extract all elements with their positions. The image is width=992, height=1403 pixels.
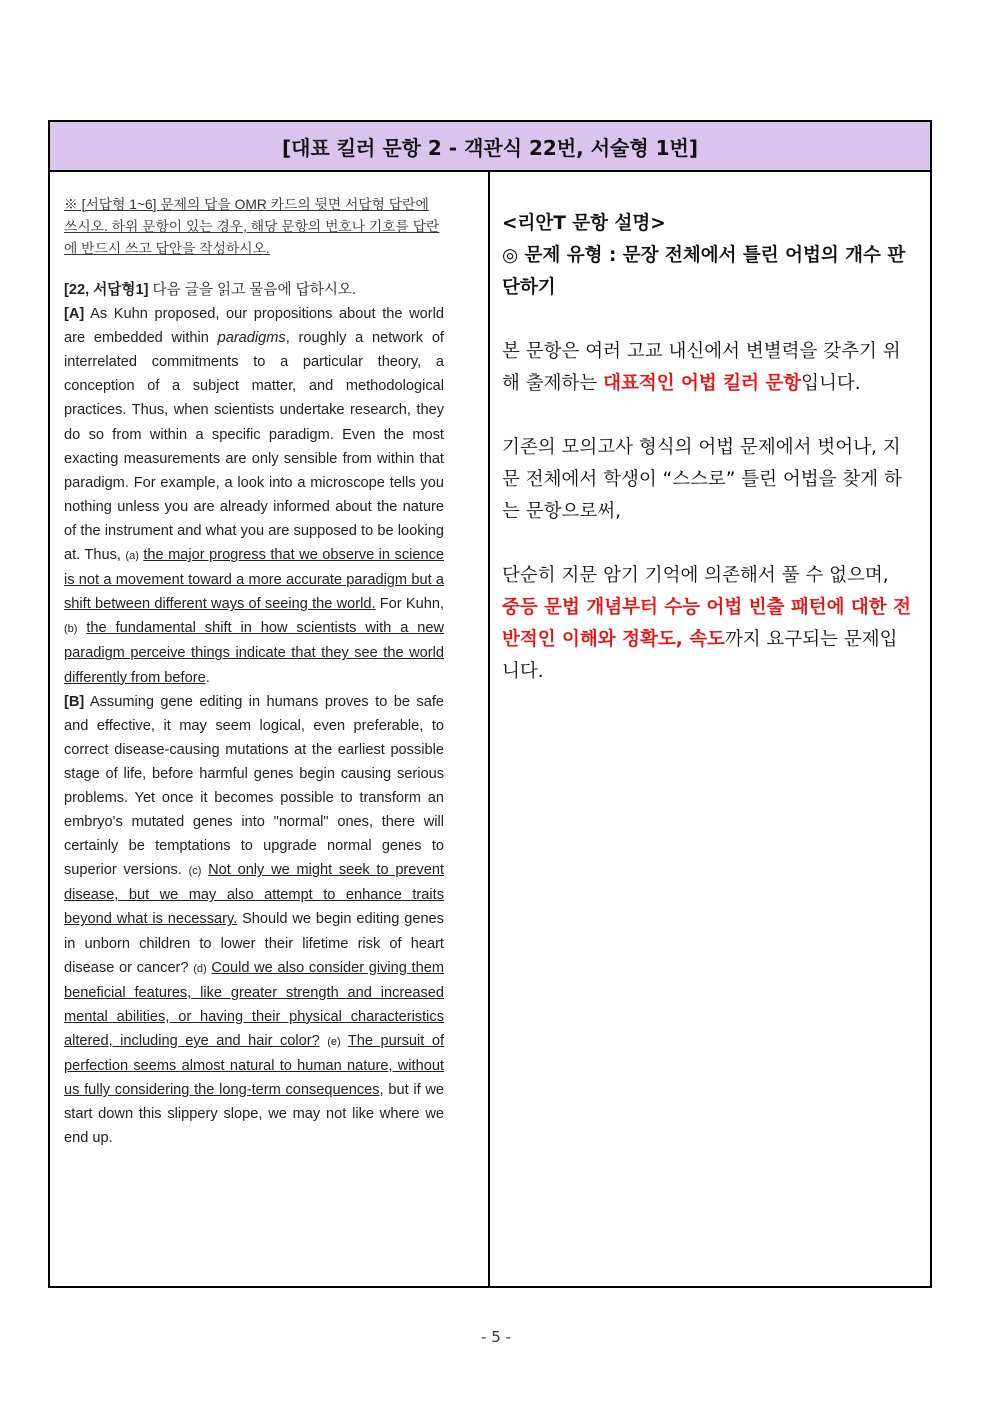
p1-text-1: 본 문항은 여러 고교 내신에서 변별력을 갖추기 위해 출제하는 — [502, 341, 901, 394]
box-title: [대표 킬러 문항 2 - 객관식 22번, 서술형 1번] — [281, 135, 699, 160]
question-box — [48, 120, 932, 1288]
passage-b — [64, 690, 444, 1151]
passage-a-text-3: For Kuhn, — [375, 596, 445, 613]
label-a: (a) — [125, 550, 139, 563]
explanation-paragraph-1 — [502, 336, 912, 400]
passage-a — [64, 302, 444, 690]
label-b: (b) — [64, 623, 78, 636]
explanation-paragraph-3 — [502, 560, 912, 688]
page-number: - 5 - — [481, 1328, 511, 1346]
content-row — [50, 170, 930, 1286]
label-d: (d) — [193, 962, 207, 975]
p1-highlight: 대표적인 어법 킬러 문항 — [603, 373, 802, 394]
label-c: (c) — [188, 865, 202, 878]
answer-notice: ※ [서답형 1~6] 문제의 답을 OMR 카드의 뒷면 서답형 답란에 쓰시오. 하위 문항이 있는 경우, 해당 문항의 번호나 기호를 답란에 반드시 쓰고 답안을 작성하시오. — [64, 197, 440, 256]
passage-b-text-1: Assuming gene editing in humans proves to be safe and effective, it may seem logical, even preferable, to correct disease-causing mutations at the earliest possible stage of life, before harmful genes begin causing serious problems. Yet once it becomes possible to transform an embryo's mutated genes into "normal" ones, there will certainly be temptations to upgrade normal genes to superior versions. — [64, 693, 444, 879]
p3-highlight: 중등 문법 개념부터 수능 어법 빈출 패턴에 대한 전반적인 이해와 정확도, 속도 — [502, 597, 911, 650]
question-label: [22, 서답형1] — [64, 282, 149, 298]
label-e: (e) — [327, 1035, 341, 1048]
underline-c: Not only we might seek to prevent disease, but we may also attempt to enhance traits beyond what is necessary. — [64, 862, 444, 928]
underline-b: the fundamental shift in how scientists with a new paradigm perceive things indicate that they see the world differently from before — [64, 620, 445, 686]
explanation-column — [490, 170, 930, 1286]
passage-column — [50, 170, 490, 1286]
p3-text-1: 단순히 지문 암기 기억에 의존해서 풀 수 없으며, — [502, 565, 889, 586]
passage-a-text-1: As Kuhn proposed, our propositions about the world are embedded within — [64, 306, 444, 347]
question-heading — [64, 278, 444, 302]
passage-b-text-2: Should we begin editing genes in unborn children to lower their lifetime risk of heart disease or cancer? — [64, 911, 444, 976]
explanation-title: <리안T 문항 설명> — [502, 213, 666, 234]
passage-a-text-4: . — [205, 669, 210, 686]
box-header — [50, 122, 930, 172]
passage-b-text-4: but if we start down this slippery slope, we may not like where we end up. — [64, 1082, 445, 1147]
explanation-paragraph-2: 기존의 모의고사 형식의 어법 문제에서 벗어나, 지문 전체에서 학생이 “스스로” 틀린 어법을 찾게 하는 문항으로써, — [502, 437, 902, 522]
question-type: ◎ 문제 유형 : 문장 전체에서 틀린 어법의 개수 판단하기 — [502, 245, 906, 298]
p1-text-2: 입니다. — [801, 373, 861, 394]
p3-text-2: 까지 요구되는 문제입니다. — [502, 629, 898, 682]
underline-e: The pursuit of perfection seems almost natural to human nature, without us fully considering the long-term consequences, — [64, 1032, 444, 1099]
passage-a-tag: [A] — [64, 306, 85, 323]
underline-a: the major progress that we observe in science is not a movement toward a more accurate paradigm but a shift between different ways of seeing the world. — [64, 547, 444, 613]
passage-a-text-2: , roughly a network of interrelated commitments to a particular theory, a conception of a subject matter, and methodological practices. Thus, when scientists undertake research, they do so from within a specific paradigm. Even the most exacting measurements are only sensible from within that paradigm. For example, a look into a microscope tells you nothing unless you are already informed about the nature of the instrument and what you are supposed to be looking at. Thus, — [64, 330, 444, 564]
passage-a-italic: paradigms — [217, 330, 286, 347]
question-text: 다음 글을 읽고 물음에 답하시오. — [152, 282, 357, 298]
underline-d: Could we also consider giving them beneficial features, like greater strength and increased mental abilities, or having their physical characteristics altered, including eye and hair color? — [64, 959, 444, 1049]
passage-b-tag: [B] — [64, 693, 85, 710]
